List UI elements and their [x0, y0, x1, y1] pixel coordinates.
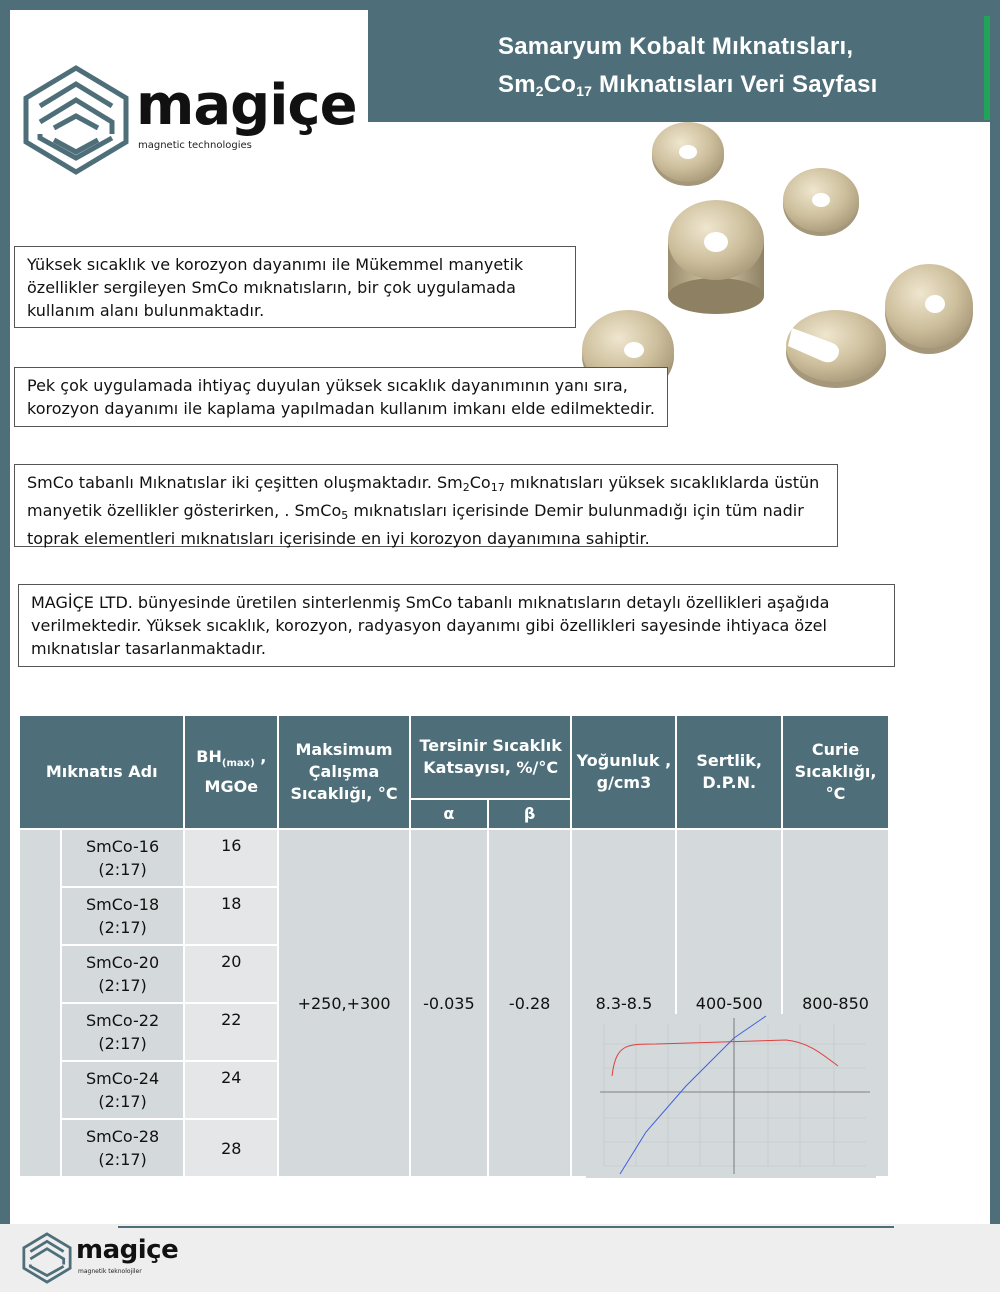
title-line-1: Samaryum Kobalt Mıknatısları,	[498, 33, 854, 60]
magnets-photo	[580, 120, 980, 390]
bhmax-value: 28	[184, 1119, 278, 1177]
footer-tagline: magnetik teknolojiler	[78, 1268, 142, 1275]
group-cell	[19, 829, 61, 1177]
header-magnet-name: Mıknatıs Adı	[19, 715, 184, 829]
alpha-value: -0.035	[410, 829, 488, 1177]
header-max-temp: Maksimum Çalışma Sıcaklığı, °C	[278, 715, 410, 829]
magnet-name: SmCo-22 (2:17)	[61, 1003, 185, 1061]
frame-right	[990, 0, 1000, 1292]
bhmax-value: 18	[184, 887, 278, 945]
logo-tagline: magnetic technologies	[138, 140, 252, 151]
magnet-name: SmCo-28 (2:17)	[61, 1119, 185, 1177]
magnet-name: SmCo-18 (2:17)	[61, 887, 185, 945]
header-beta: β	[488, 799, 572, 829]
logo-wordmark: magiçe	[136, 73, 357, 138]
header-curie: Curie Sıcaklığı, °C	[782, 715, 889, 829]
intro-paragraph-3: SmCo tabanlı Mıknatıslar iki çeşitten oluşmaktadır. $Sm_2Co_{17}$ mıknatısları yüksek sıcaklıklarda üstün manyetik özellikler gösterirken, . SmCo$_5$ mıknatısları içerisinde Demir bulunmadığı için tüm nadir toprak elementleri mıknatısları içerisinde en iyi korozyon dayanımına sahiptir.	[14, 464, 838, 547]
intro-paragraph-2: Pek çok uygulamada ihtiyaç duyulan yüksek sıcaklık dayanımının yanı sıra, korozyon dayanımı ile kaplama yapılmadan kullanım imkanı elde edilmektedir.	[14, 367, 668, 427]
table-row	[19, 829, 889, 887]
header-alpha: α	[410, 799, 488, 829]
footer-logo-icon	[22, 1232, 72, 1284]
bhmax-value: 22	[184, 1003, 278, 1061]
header-temp-coefficient: Tersinir Sıcaklık Katsayısı, %/°C	[410, 715, 572, 799]
max-temp-value: +250,+300	[278, 829, 410, 1177]
demagnetization-curve-graph	[586, 1014, 876, 1178]
magnet-name: SmCo-24 (2:17)	[61, 1061, 185, 1119]
logo-mark-icon	[22, 64, 130, 176]
magnet-name: SmCo-20 (2:17)	[61, 945, 185, 1003]
intro-paragraph-1: Yüksek sıcaklık ve korozyon dayanımı ile Mükemmel manyetik özellikler sergileyen SmCo mıknatısların, bir çok uygulamada kullanım alanı bulunmaktadır.	[14, 246, 576, 328]
title-line-2: $Sm_2Co_{17}$ Mıknatısları Veri Sayfası	[498, 71, 878, 99]
header-hardness: Sertlik, D.P.N.	[676, 715, 782, 829]
bhmax-value: 24	[184, 1061, 278, 1119]
header-accent-bar	[984, 16, 990, 120]
page-title	[498, 28, 978, 110]
curie-value: 800-850	[782, 829, 889, 1177]
hardness-value: 400-500	[676, 829, 782, 1177]
bhmax-value: 20	[184, 945, 278, 1003]
header-density: Yoğunluk , g/cm3	[571, 715, 676, 829]
frame-left	[0, 0, 10, 1292]
beta-value: -0.28	[488, 829, 572, 1177]
magnet-name: SmCo-16 (2:17)	[61, 829, 185, 887]
density-value: 8.3-8.5	[571, 829, 676, 1177]
footer-divider	[118, 1226, 894, 1228]
footer-wordmark: magiçe	[76, 1235, 179, 1265]
bhmax-value: 16	[184, 829, 278, 887]
header-bhmax: $BH_{(max)}$ , MGOe	[184, 715, 278, 829]
intro-paragraph-4: MAGİÇE LTD. bünyesinde üretilen sinterlenmiş SmCo tabanlı mıknatısların detaylı özellikleri aşağıda verilmektedir. Yüksek sıcaklık, korozyon, radyasyon dayanımı gibi özellikleri sayesinde ihtiyaca özel mıknatıslar tasarlanmaktadır.	[18, 584, 895, 667]
